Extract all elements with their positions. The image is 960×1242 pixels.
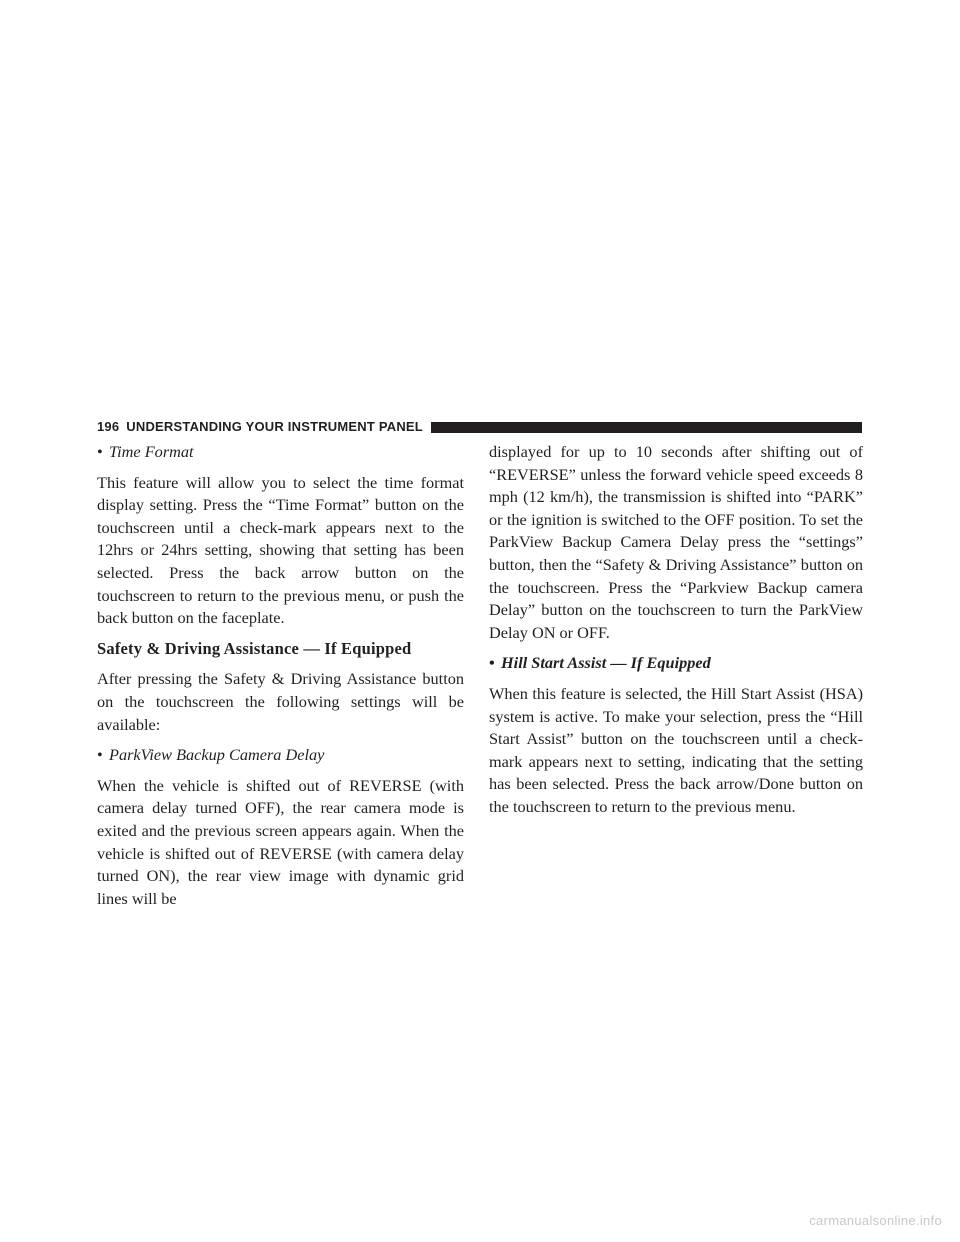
heading-safety-driving: Safety & Driving Assistance — If Equipped xyxy=(97,638,412,658)
section-title: UNDERSTANDING YOUR INSTRUMENT PANEL xyxy=(126,419,423,434)
paragraph-parkview-continued: displayed for up to 10 seconds after shifting out of “REVERSE” unless the forward vehicle speed exceeds 8 mph (12 km/h), the transmission is shifted into “PARK” or the ignition is switched to the OFF position. To set the ParkView Backup Camera Delay press the “settings” button, then the “Safety & Driving Assistance” button on the touchscreen. Press the “Parkview Backup camera Delay” button on the touchscreen to turn the ParkView Delay ON or OFF. xyxy=(489,442,863,642)
bullet-icon: • xyxy=(489,653,495,673)
paragraph-parkview-start: When the vehicle is shifted out of REVERSE (with camera delay turned OFF), the rear camera mode is exited and the previous screen appears again. When the vehicle is shifted out of REVERSE (with camera delay turned ON), the rear view image with dynamic grid lines will be xyxy=(97,775,464,908)
bullet-time-format-text: Time Format xyxy=(109,442,194,461)
right-column xyxy=(489,441,863,827)
paragraph-hill-start: When this feature is selected, the Hill Start Assist (HSA) system is active. To make your selection, press the “Hill Start Assist” button on the touchscreen until a check-mark appears next to setting, indicating that the setting has been selected. Press the back arrow/Done button on the touchscreen to return to the previous menu. xyxy=(489,683,863,816)
page-header xyxy=(97,419,862,435)
bullet-parkview-text: ParkView Backup Camera Delay xyxy=(109,745,325,765)
bullet-parkview xyxy=(97,744,464,767)
left-column xyxy=(97,441,464,918)
watermark: carmanualsonline.info xyxy=(809,1213,942,1228)
paragraph-time-format: This feature will allow you to select the time format display setting. Press the “Time Format” button on the touchscreen until a check-mark appears next to the 12hrs or 24hrs setting, showing that setting has been selected. Press the back arrow button on the touchscreen to return to the previous menu, or push the back button on the faceplate. xyxy=(97,472,464,628)
page-number: 196 xyxy=(97,419,120,434)
bullet-time-format xyxy=(97,441,464,464)
bullet-icon: • xyxy=(97,442,103,461)
bullet-hill-start xyxy=(489,652,863,675)
bullet-hill-start-text: Hill Start Assist — If Equipped xyxy=(501,653,711,673)
paragraph-safety-intro: After pressing the Safety & Driving Assistance button on the touchscreen the following settings will be available: xyxy=(97,669,464,734)
bullet-icon: • xyxy=(97,745,103,765)
header-rule xyxy=(431,422,862,433)
